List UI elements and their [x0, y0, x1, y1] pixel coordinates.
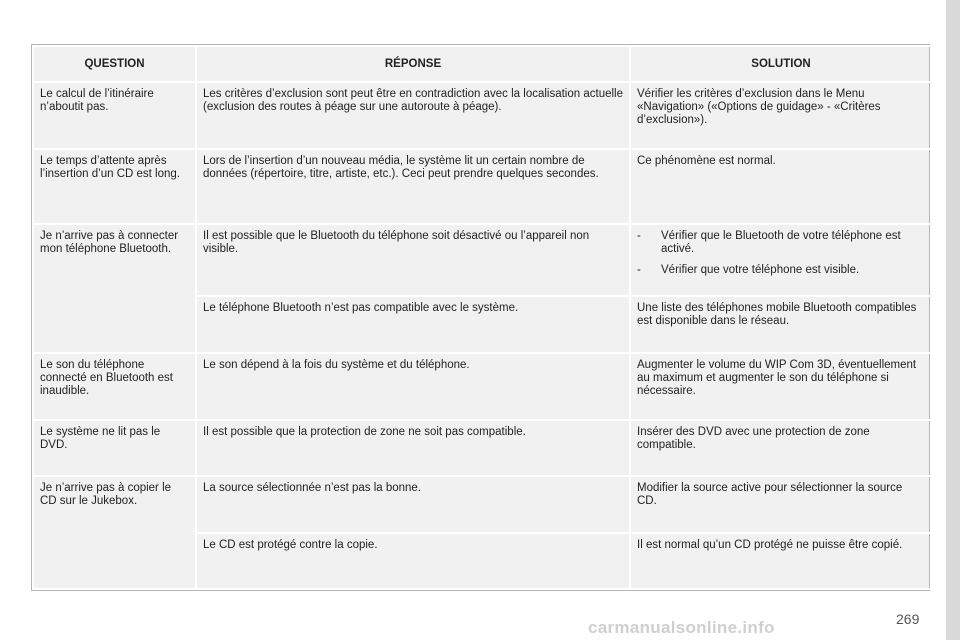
- solution-cell: Ce phénomène est normal.: [630, 149, 932, 224]
- question-cell: Le son du téléphone connecté en Bluetooth est inaudible.: [33, 353, 196, 420]
- solution-cell: Modifier la source active pour sélectionner la source CD.: [630, 476, 932, 533]
- page-edge-strip: [946, 0, 960, 640]
- solution-cell: Insérer des DVD avec une protection de zone compatible.: [630, 420, 932, 476]
- solution-cell: Vérifier les critères d’exclusion dans le Menu «Navigation» («Options de guidage» - «Critères d’exclusion»).: [630, 82, 932, 149]
- page-number: 269: [896, 611, 920, 627]
- bullet-text: Vérifier que votre téléphone est visible.: [661, 264, 860, 276]
- column-header-question: QUESTION: [33, 46, 196, 82]
- question-cell: Je n’arrive pas à copier le CD sur le Jukebox.: [33, 476, 196, 589]
- column-header-solution: SOLUTION: [630, 46, 932, 82]
- column-header-response: RÉPONSE: [196, 46, 630, 82]
- bullet-text: Vérifier que le Bluetooth de votre téléphone est activé.: [661, 230, 901, 255]
- bullet-marker: -: [637, 264, 641, 276]
- question-cell: Je n’arrive pas à connecter mon téléphone Bluetooth.: [33, 224, 196, 353]
- response-cell: Lors de l’insertion d’un nouveau média, le système lit un certain nombre de données (répertoire, titre, artiste, etc.). Ceci peut prendre quelques secondes.: [196, 149, 630, 224]
- response-cell: La source sélectionnée n’est pas la bonne.: [196, 476, 630, 533]
- response-cell: Le CD est protégé contre la copie.: [196, 533, 630, 589]
- table-row: [33, 149, 932, 224]
- bullet-marker: -: [637, 230, 641, 242]
- solution-cell: Augmenter le volume du WIP Com 3D, éventuellement au maximum et augmenter le son du téléphone si nécessaire.: [630, 353, 932, 420]
- troubleshooting-table: [32, 45, 933, 590]
- response-cell: Il est possible que la protection de zone ne soit pas compatible.: [196, 420, 630, 476]
- response-cell: Le téléphone Bluetooth n’est pas compatible avec le système.: [196, 296, 630, 353]
- list-item: [637, 230, 925, 256]
- solution-cell: Une liste des téléphones mobile Bluetooth compatibles est disponible dans le réseau.: [630, 296, 932, 353]
- question-cell: Le calcul de l’itinéraire n’aboutit pas.: [33, 82, 196, 149]
- response-cell: Les critères d’exclusion sont peut être en contradiction avec la localisation actuelle (exclusion des routes à péage sur une autoroute à péage).: [196, 82, 630, 149]
- solution-cell: [630, 224, 932, 296]
- list-item: [637, 264, 925, 277]
- header-row: [33, 46, 932, 82]
- table-row: [33, 476, 932, 533]
- watermark: carmanualsonline.info: [588, 618, 775, 637]
- question-cell: Le temps d’attente après l’insertion d’un CD est long.: [33, 149, 196, 224]
- table-row: [33, 420, 932, 476]
- troubleshooting-table-container: [31, 44, 930, 591]
- solution-bullet-list: [637, 230, 925, 277]
- table-row: [33, 82, 932, 149]
- table-row: [33, 224, 932, 296]
- question-cell: Le système ne lit pas le DVD.: [33, 420, 196, 476]
- response-cell: Le son dépend à la fois du système et du téléphone.: [196, 353, 630, 420]
- response-cell: Il est possible que le Bluetooth du téléphone soit désactivé ou l’appareil non visible.: [196, 224, 630, 296]
- solution-cell: Il est normal qu’un CD protégé ne puisse être copié.: [630, 533, 932, 589]
- table-row: [33, 353, 932, 420]
